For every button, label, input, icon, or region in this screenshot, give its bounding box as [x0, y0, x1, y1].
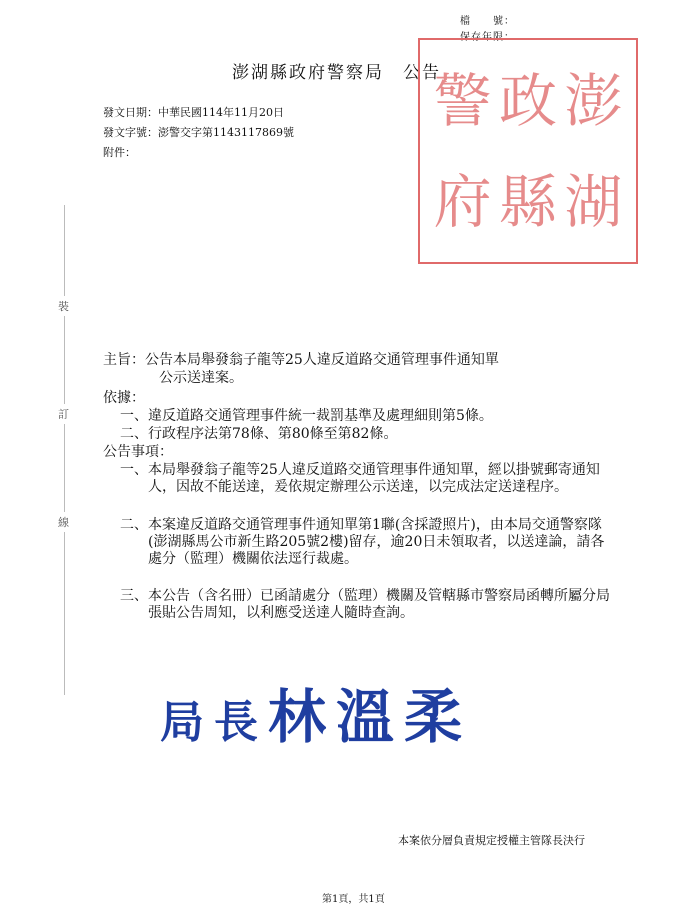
notice-item: 一、 本局舉發翁子龍等25人違反道路交通管理事件通知單，經以掛號郵寄通知人，因故不能送達，爰依規定辦理公示送達，以完成法定送達程序。: [120, 462, 600, 495]
subject-line-1: 主旨：公告本局舉發翁子龍等25人違反道路交通管理事件通知單: [103, 352, 499, 368]
director-signature: [160, 670, 472, 754]
authorization-note: 本案依分層負責規定授權主管隊長決行: [398, 834, 585, 847]
basis-item: 一、 違反道路交通管理事件統一裁罰基準及處理細則第5條。: [120, 408, 493, 424]
signature-title: 局長: [160, 697, 268, 748]
official-seal-stamp: [418, 38, 638, 264]
retention-period-label: 保存年限：: [460, 32, 515, 43]
attachment-label: 附件：: [103, 146, 136, 159]
basis-item: 二、 行政程序法第78條、第80條至第82條。: [120, 426, 398, 442]
seal-char: 府: [433, 167, 492, 236]
notice-item: 三、 本公告（含名冊）已函請處分（監理）機關及管轄縣市警察局函轉所屬分局張貼公告周知，以利應受送達人隨時查詢。: [120, 588, 610, 621]
document-title: 澎湖縣政府警察局 公告: [232, 63, 441, 83]
binding-mark-ding: 訂: [58, 404, 69, 424]
subject-line-2: 公示送達案。: [159, 370, 243, 386]
archive-number-label: 檔 號：: [460, 16, 515, 27]
seal-char: 縣: [498, 167, 557, 236]
basis-heading: 依據：: [103, 390, 145, 406]
seal-char: 澎: [564, 66, 623, 135]
seal-char: 警: [433, 66, 492, 135]
issue-date: 發文日期：中華民國114年11月20日: [103, 106, 284, 119]
page-number: 第1頁，共1頁: [322, 894, 385, 905]
seal-char: 湖: [564, 167, 623, 236]
seal-char: 政: [498, 66, 557, 135]
signature-name: 林溫柔: [268, 683, 473, 751]
binding-mark-xian: 線: [58, 512, 69, 532]
binding-mark-zhuang: 裝: [58, 296, 69, 316]
notice-heading: 公告事項：: [103, 444, 173, 460]
binding-line: [64, 205, 65, 695]
notice-item: 二、 本案違反道路交通管理事件通知單第1聯(含採證照片)，由本局交通警察隊(澎湖縣馬公市新生路205號2樓)留存，逾20日未領取者，以送達論，請各處分（監理）機關依法逕行裁處。: [120, 517, 605, 567]
issue-number: 發文字號：澎警交字第1143117869號: [103, 126, 294, 139]
